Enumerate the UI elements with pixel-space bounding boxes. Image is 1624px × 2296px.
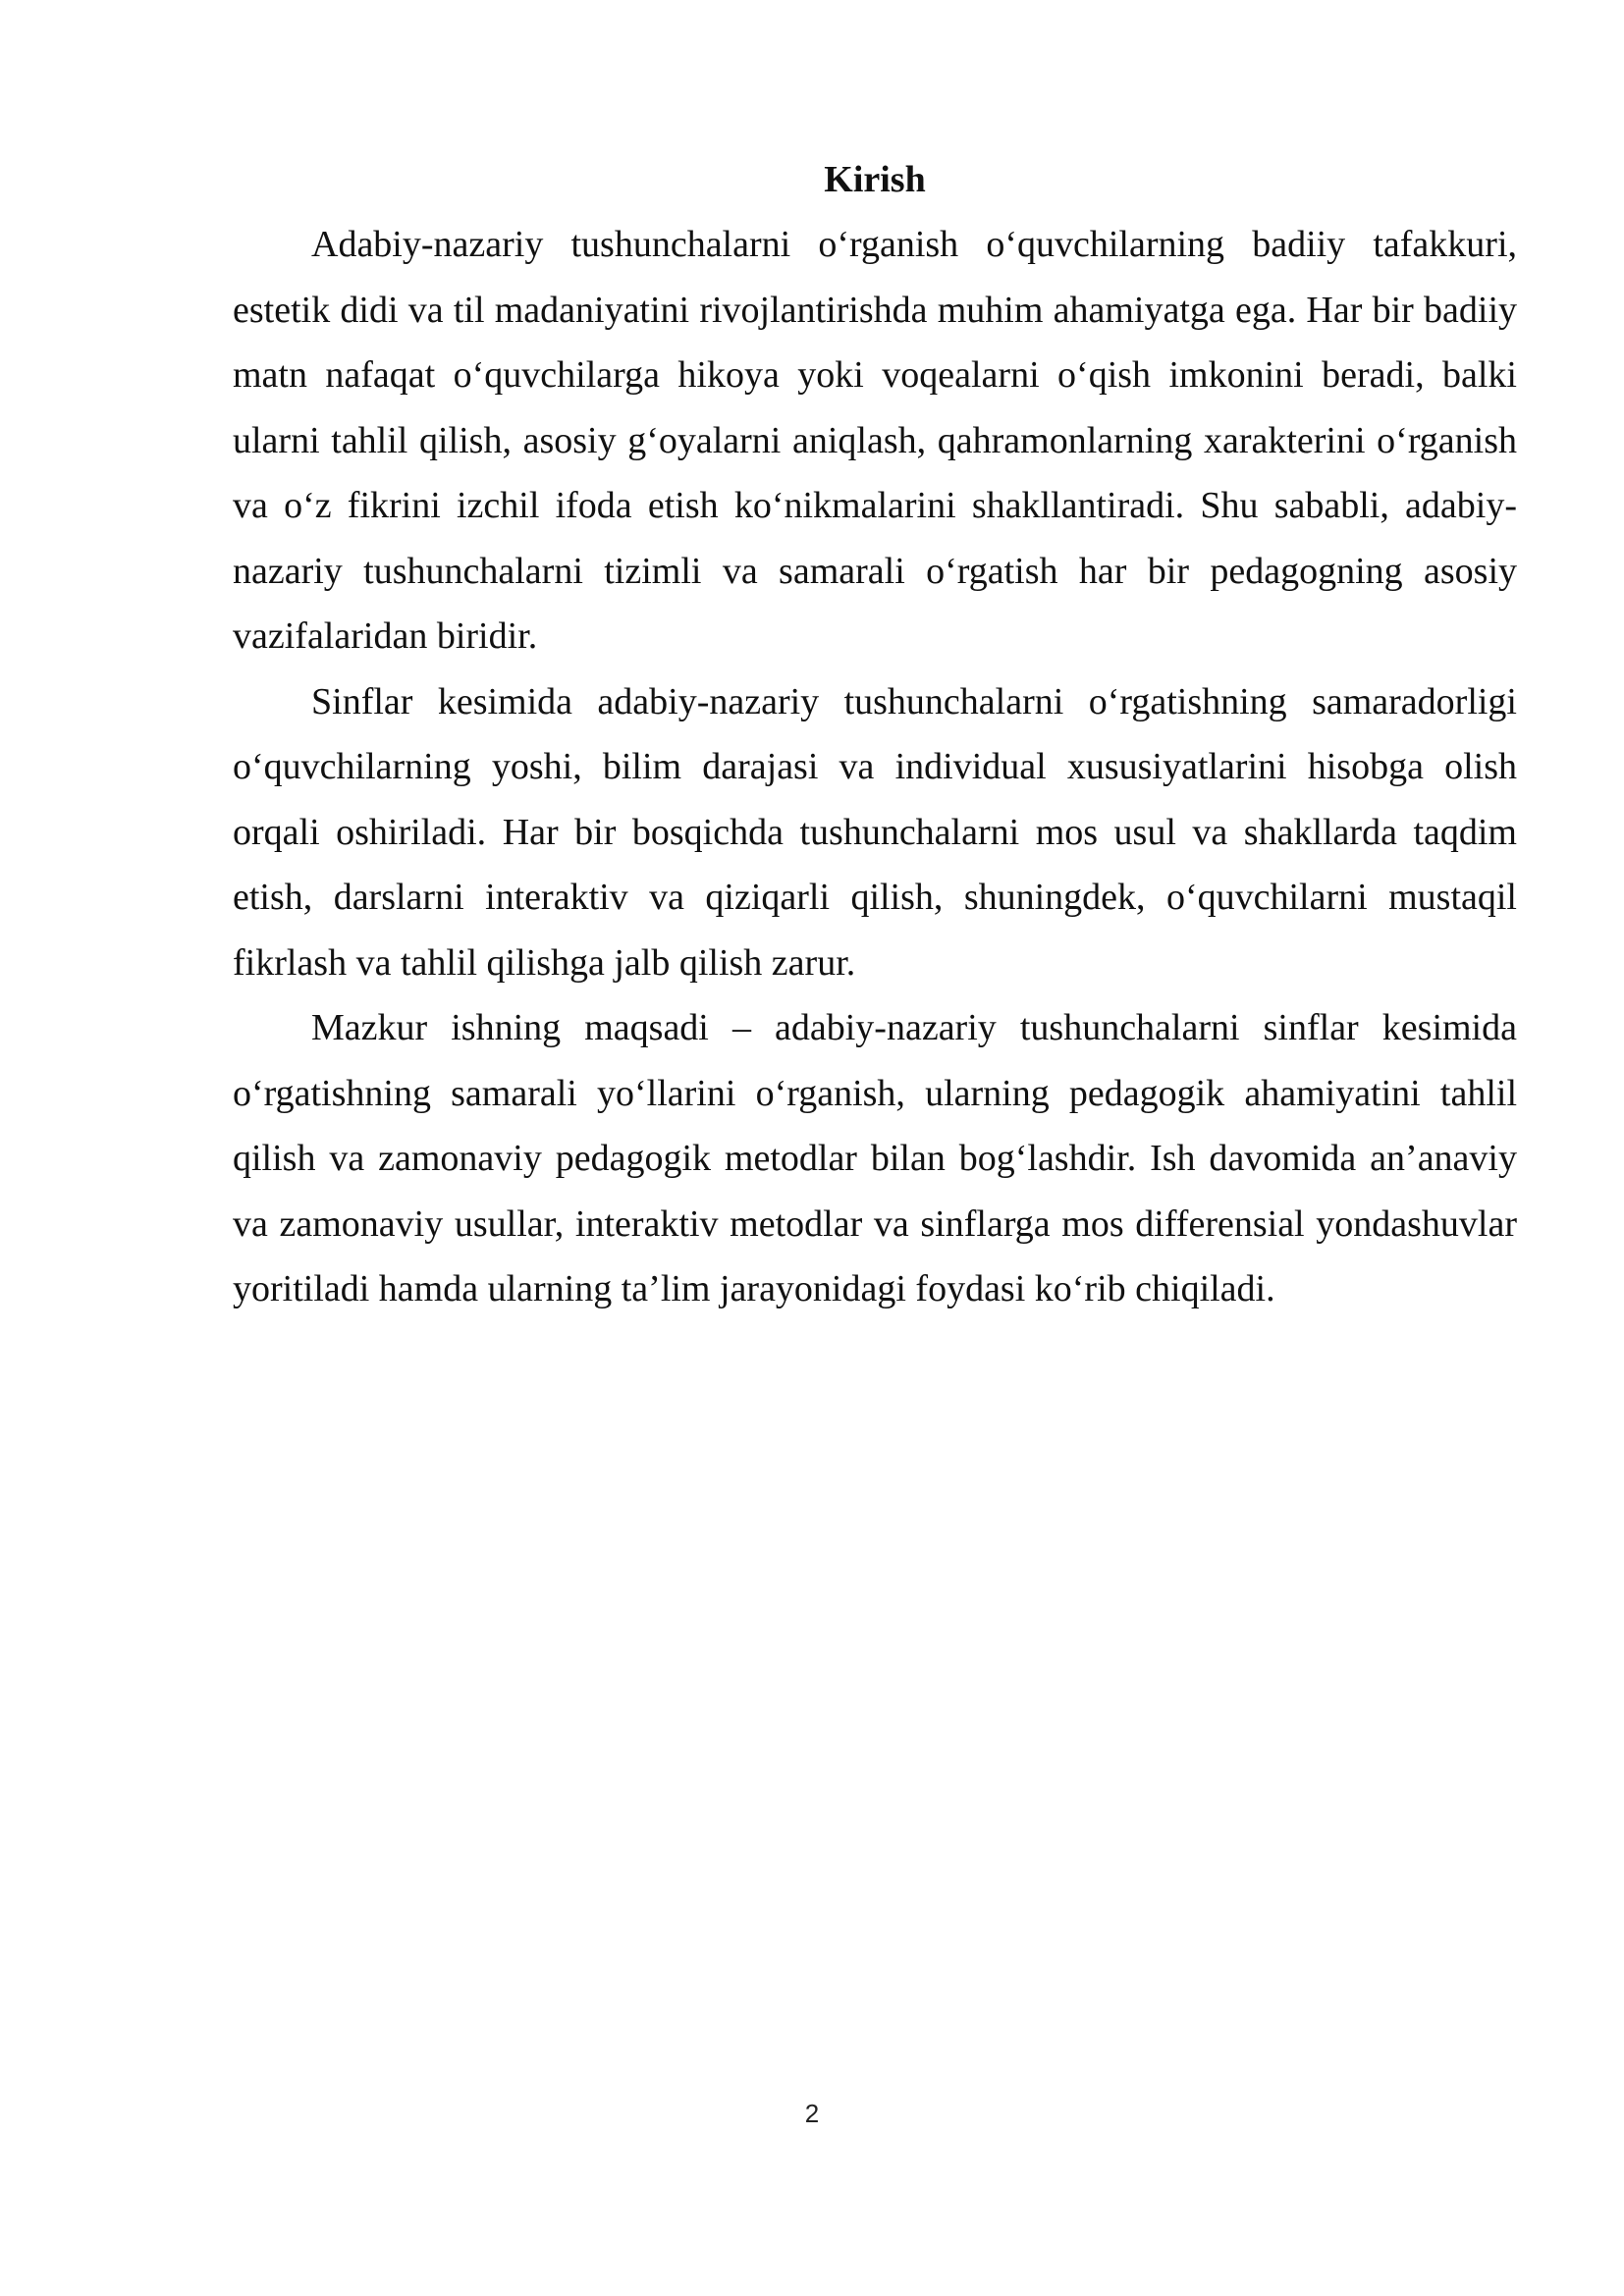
paragraph: Mazkur ishning maqsadi – adabiy-nazariy tushunchalarni sinflar kesimida o‘rgatishning samarali yo‘llarini o‘rganish, ularning pedagogik ahamiyatini tahlil qilish va zamonaviy pedagogik metodlar bilan bog‘lashdir. Ish davomida an’anaviy va zamonaviy usullar, interaktiv metodlar va sinflarga mos differensial yondashuvlar yoritiladi hamda ularning ta’lim jarayonidagi foydasi ko‘rib chiqiladi. [233, 1007, 1517, 1309]
paragraph: Sinflar kesimida adabiy-nazariy tushunchalarni o‘rgatishning samaradorligi o‘quvchilarning yoshi, bilim darajasi va individual xususiyatlarini hisobga olish orqali oshiriladi. Har bir bosqichda tushunchalarni mos usul va shakllarda taqdim etish, darslarni interaktiv va qiziqarli qilish, shuningdek, o‘quvchilarni mustaqil fikrlash va tahlil qilishga jalb qilish zarur. [233, 680, 1517, 984]
section-title: Kirish [824, 159, 926, 200]
paragraph: Adabiy-nazariy tushunchalarni o‘rganish o‘quvchilarning badiiy tafakkuri, estetik didi va til madaniyatini rivojlantirishda muhim ahamiyatga ega. Har bir badiiy matn nafaqat o‘quvchilarga hikoya yoki voqealarni o‘qish imkonini beradi, balki ularni tahlil qilish, asosiy g‘oyalarni aniqlash, qahramonlarning xarakterini o‘rganish va o‘z fikrini izchil ifoda etish ko‘nikmalarini shakllantiradi. Shu sababli, adabiy-nazariy tushunchalarni tizimli va samarali o‘rgatish har bir pedagogning asosiy vazifalaridan biridir. [233, 224, 1517, 657]
page-number: 2 [804, 2099, 820, 2128]
page-content [233, 147, 1517, 1322]
